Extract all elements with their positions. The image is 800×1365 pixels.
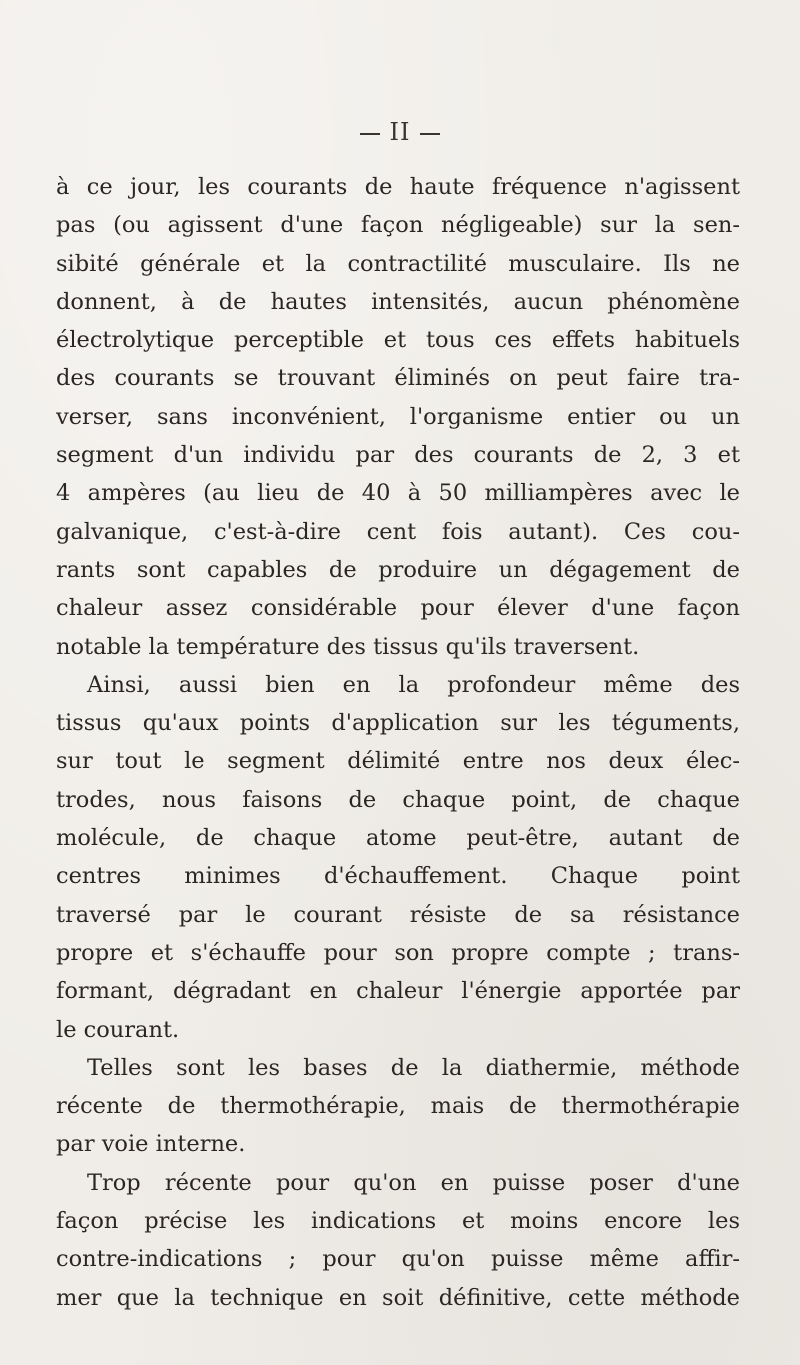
text-line: Trop récente pour qu'on en puisse poser d'une [87,1169,740,1196]
page-number-dash-right [420,133,440,135]
text-line: par voie interne. [56,1131,246,1158]
text-line: électrolytique perceptible et tous ces effets habituels [56,327,740,354]
text-line: rants sont capables de produire un dégagement de [56,556,740,583]
text-line: des courants se trouvant éliminés on peut faire tra- [56,365,740,392]
text-line: formant, dégradant en chaleur l'énergie apportée par [56,978,740,1005]
text-line: segment d'un individu par des courants de 2, 3 et [56,442,740,469]
page-number-dash-left [360,133,380,135]
text-line: trodes, nous faisons de chaque point, de chaque [56,786,740,813]
text-line: chaleur assez considérable pour élever d'une façon [56,595,740,622]
text-line: façon précise les indications et moins encore les [56,1208,740,1235]
text-line: Ainsi, aussi bien en la profondeur même des [87,671,740,698]
page-number-text: II [389,118,411,146]
text-line: mer que la technique en soit définitive, cette méthode [56,1284,740,1311]
text-line: récente de thermothérapie, mais de thermothérapie [56,1093,740,1120]
text-line: molécule, de chaque atome peut-être, autant de [56,825,740,852]
text-line: verser, sans inconvénient, l'organisme entier ou un [56,403,740,430]
text-line: 4 ampères (au lieu de 40 à 50 milliampères avec le [56,480,740,507]
text-line: propre et s'échauffe pour son propre compte ; trans- [56,939,740,966]
body-text [56,168,740,1317]
text-line: donnent, à de hautes intensités, aucun phénomène [56,288,740,315]
text-line: pas (ou agissent d'une façon négligeable) sur la sen- [56,212,740,239]
text-line: à ce jour, les courants de haute fréquence n'agissent [56,174,740,200]
text-line: Telles sont les bases de la diathermie, méthode [87,1054,740,1081]
text-line: notable la température des tissus qu'ils traversent. [56,633,640,660]
text-line: contre-indications ; pour qu'on puisse même affir- [56,1246,740,1273]
text-line: le courant. [56,1016,180,1043]
text-line: sibité générale et la contractilité musculaire. Ils ne [56,250,740,277]
text-line: centres minimes d'échauffement. Chaque point [56,863,740,890]
text-line: tissus qu'aux points d'application sur les téguments, [56,710,740,737]
text-line: galvanique, c'est-à-dire cent fois autant). Ces cou- [56,518,740,545]
text-line: traversé par le courant résiste de sa résistance [56,901,740,928]
page-number [0,118,800,146]
text-line: sur tout le segment délimité entre nos deux élec- [56,748,740,775]
